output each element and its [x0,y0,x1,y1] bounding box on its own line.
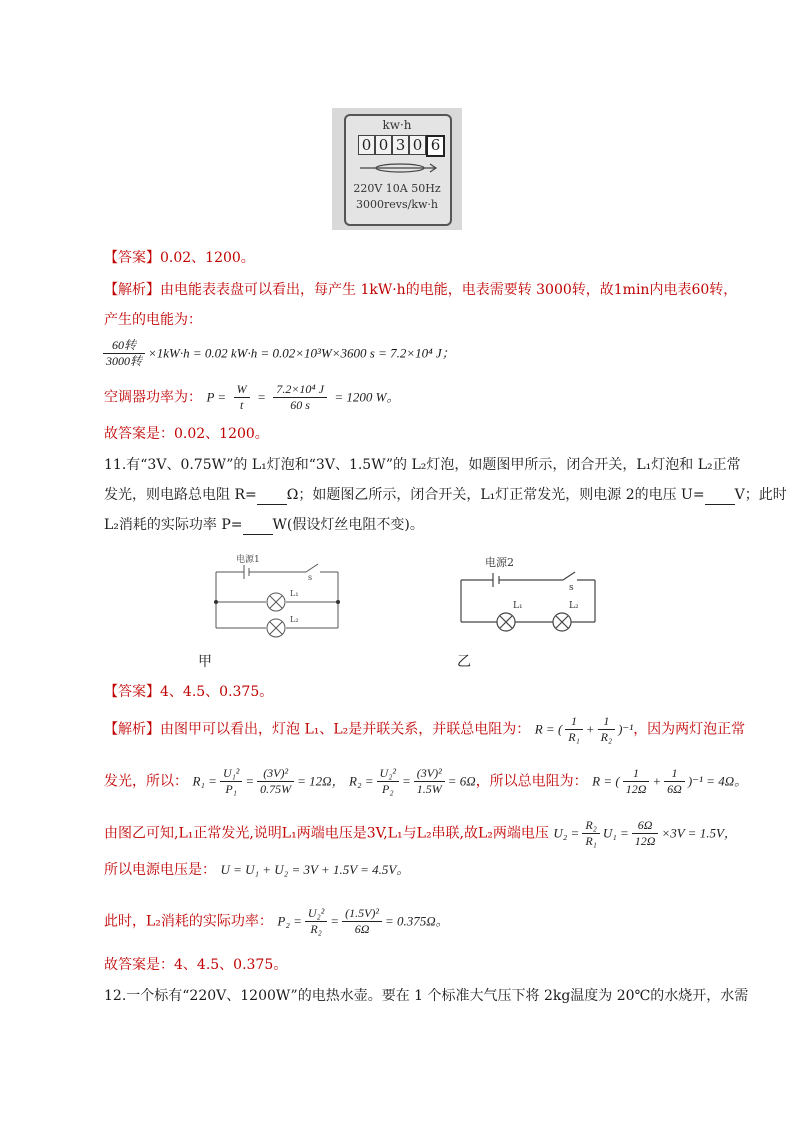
fraction [377,766,399,797]
q11-line-2 [104,485,787,505]
answer-blank-u [705,490,735,505]
q11-text: W(假设灯丝电阻不变)。 [272,517,424,533]
q11-text: 发光，则电路总电阻 R= [104,487,257,503]
fraction-denominator: 0.75W [260,782,292,796]
q11-line-3 [104,515,424,535]
fraction-denominator: R₂ [600,730,613,744]
math: = [330,913,340,929]
fraction-numerator: 1 [664,766,685,782]
fraction [565,714,583,745]
fraction-denominator: 6Ω [354,922,370,936]
fraction [220,766,242,797]
analysis-text: 发光，所以： [104,773,188,790]
answer-blank-p [243,520,273,535]
fraction [664,766,685,797]
meter-digit: 0 [358,135,375,155]
fraction-numerator: (3V)² [257,766,294,782]
math: + [652,773,662,789]
fraction-numerator: 7.2×10⁴ J [273,382,327,398]
analysis-text: 由电能表表盘可以看出，每产生 1kW·h的电能，电表需要转 3000转，故1min内电表60转， [160,282,738,298]
q11-final: 故答案是：4、4.5、0.375。 [104,957,288,973]
math: = [401,773,411,789]
answer-blank-r [257,490,287,505]
math: ×3V = 1.5V， [661,825,737,841]
circuit-lamp-label: L₁ [513,601,523,611]
fraction-numerator: 6Ω [632,818,659,834]
circuit-source-label: 电源2 [485,556,514,569]
analysis-text: 所以电源电压是： [104,862,216,878]
fraction [305,906,327,937]
q10-analysis-1 [104,280,737,300]
fraction-numerator: 1 [623,766,650,782]
fraction [632,818,659,849]
circuit-lamp-label: L₁ [290,589,299,598]
power-fraction-wt [234,382,250,413]
fraction-denominator: 12Ω [625,782,647,796]
fraction-denominator: t [239,398,244,412]
power-result: = 1200 W。 [334,389,400,405]
math: = 12Ω， [297,773,345,789]
meter-digit: 6 [426,135,445,157]
circuit-diagram-yi [455,550,605,636]
fraction [342,906,382,937]
meter-digit: 0 [375,135,392,155]
meter-digits [358,135,445,157]
q11-analysis-3 [104,818,737,849]
meter-spec-2: 3000revs/kw·h [356,198,438,211]
math: U = U₁ + U₂ = 3V + 1.5V = 4.5V。 [220,862,410,877]
fraction-denominator: 3000转 [106,354,143,368]
circuit-switch-label: s [308,573,313,582]
fraction-denominator: R₂ [310,922,322,936]
math: = 0.375Ω。 [385,913,449,929]
fraction-numerator: U₂² [377,766,399,782]
fraction-denominator: 60 s [290,398,310,412]
analysis-text: 此时，L₂消耗的实际功率： [104,913,273,930]
fraction [257,766,294,797]
fraction-numerator: 60转 [103,338,145,354]
fraction-numerator: (3V)² [414,766,445,782]
q11-analysis-2 [104,766,747,797]
fraction [414,766,445,797]
circuit-lamp-label: L₂ [290,615,299,624]
fraction-denominator: R₁ [568,730,580,744]
fraction-denominator: 6Ω [667,782,682,796]
q11-text: V；此时 [734,487,787,503]
q10-analysis-2: 产生的电能为： [104,312,202,328]
q11-analysis-5 [104,906,449,937]
math: R = ( [592,773,620,789]
fraction-numerator: (1.5V)² [342,906,382,922]
analysis-text: ，所以总电阻为： [475,773,588,790]
fraction [598,714,616,745]
power-prefix: 空调器功率为： [104,389,202,406]
answer-label: 【答案】 [104,684,160,700]
q10-final: 故答案是：0.02、1200。 [104,426,269,442]
q10-energy-formula [100,338,455,369]
fraction-numerator: U₂² [305,906,327,922]
power-symbol: P = [206,389,227,405]
q12-line-1: 12.一个标有“220V、1200W”的电热水壶。要在 1 个标准大气压下将 2kg温度为 20℃的水烧开，水需 [104,988,749,1004]
q11-line-1: 11.有“3V、0.75W”的 L₁灯泡和“3V、1.5W”的 L₂灯泡，如题图甲所示，闭合开关，L₁灯泡和 L₂正常 [104,457,741,473]
fraction [582,818,600,849]
meter-digit: 3 [392,135,409,155]
fraction-denominator: P₂ [381,782,394,796]
math: U₁ = [602,825,629,841]
electricity-meter-image [332,108,462,230]
meter-digit: 0 [409,135,426,155]
q11-text: Ω；如题图乙所示，闭合开关，L₁灯正常发光，则电源 2的电压 U= [286,487,705,503]
answer-text: 0.02、1200。 [160,250,255,266]
math: + [585,721,595,737]
fraction [623,766,650,797]
fraction-numerator: W [234,382,250,398]
q11-answer [104,682,273,702]
circuit-diagram-jia [210,550,350,640]
math: P₂ = [277,913,302,929]
fraction-numerator: 1 [565,714,583,730]
answer-label: 【答案】 [104,250,160,266]
math: R₂ = [349,773,374,789]
answer-text: 4、4.5、0.375。 [160,684,274,700]
circuit-lamp-label: L₂ [569,601,579,611]
fraction-numerator: U₁² [220,766,242,782]
fraction-denominator: 1.5W [416,782,442,796]
q11-analysis-1 [104,714,745,745]
math: = 6Ω [447,773,476,789]
math: R = ( [534,721,563,737]
analysis-label: 【解析】 [104,721,160,738]
circuit-switch-label: s [569,583,574,593]
meter-rotor-icon [356,160,440,176]
power-fraction-values [273,382,327,413]
meter-spec-1: 220V 10A 50Hz [353,182,441,195]
analysis-text: ，因为两灯泡正常 [633,721,746,738]
fraction-denominator: R₁ [585,834,597,848]
circuit-caption-jia: 甲 [198,654,212,670]
equals: = [257,389,266,405]
q11-text: L₂消耗的实际功率 P= [104,517,243,533]
circuit-caption-yi: 乙 [457,654,471,670]
energy-equation: ×1kW·h = 0.02 kW·h = 0.02×10³W×3600 s = 7.2×10⁴ J； [148,345,455,361]
analysis-label: 【解析】 [104,282,160,298]
fraction-numerator: 1 [598,714,616,730]
q10-answer [104,248,255,268]
math: R₁ = [192,773,217,789]
math: )⁻¹ = 4Ω。 [687,773,748,789]
math: = [245,773,255,789]
q11-analysis-4 [104,860,409,880]
analysis-text: 由图乙可知,L₁正常发光,说明L₁两端电压是3V,L₁与L₂串联,故L₂两端电压 [104,825,549,842]
analysis-text: 由图甲可以看出，灯泡 L₁、L₂是并联关系，并联总电阻为： [160,721,531,738]
circuit-source-label: 电源1 [236,555,260,565]
math: )⁻¹ [618,721,634,737]
q10-power [104,382,400,413]
fraction-numerator: R₂ [582,818,600,834]
math: U₂ = [553,825,580,841]
meter-unit: kw·h [382,118,412,132]
fraction-denominator: 12Ω [634,834,656,848]
energy-fraction [103,338,145,369]
fraction-denominator: P₁ [225,782,237,796]
